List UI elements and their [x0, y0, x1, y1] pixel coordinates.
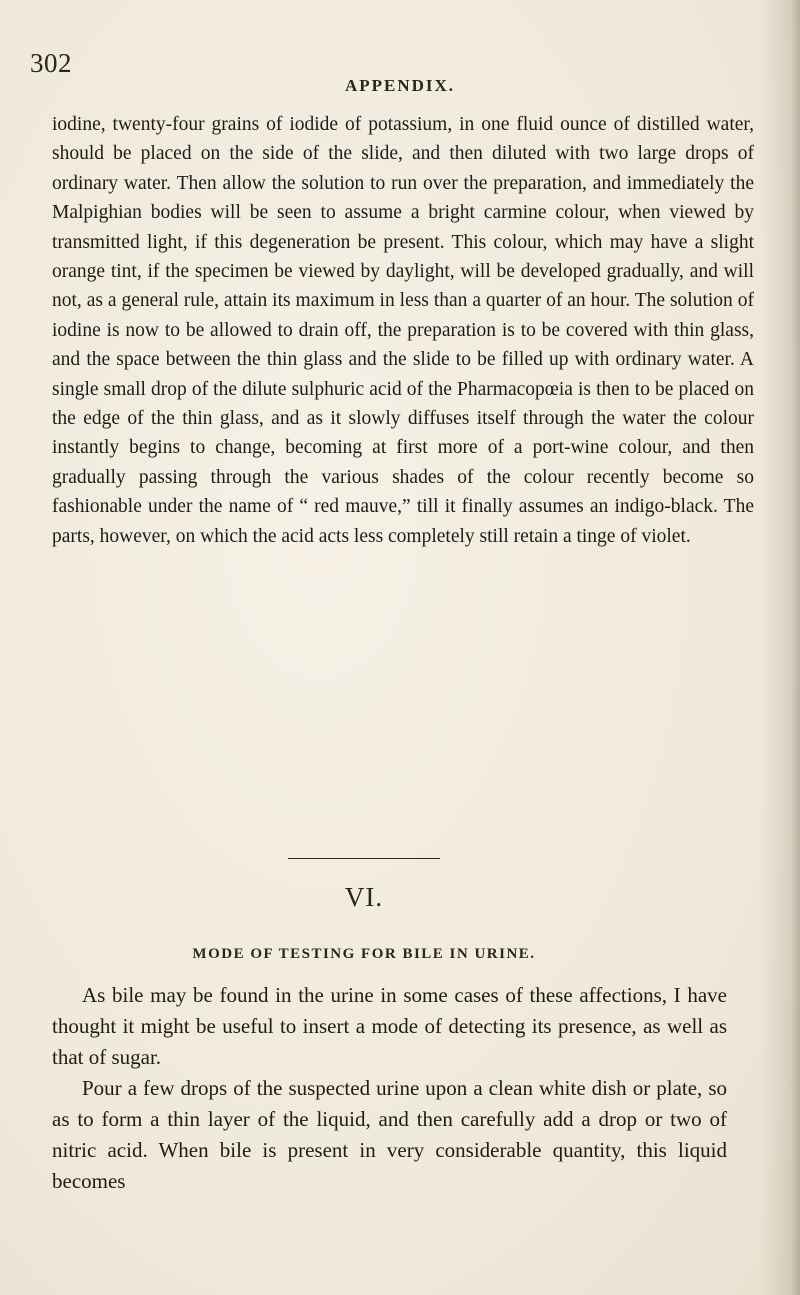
page-number: 302 — [30, 48, 72, 78]
section-body — [52, 980, 727, 1197]
paragraph: Pour a few drops of the suspected urine upon a clean white dish or plate, so as to form a thin layer of the liquid, and then carefully add a drop or two of nitric acid. When bile is present in very considerable quantity, this liquid becomes — [52, 1076, 727, 1193]
paragraph: iodine, twenty-four grains of iodide of potassium, in one fluid ounce of distilled water, should be placed on the side of the slide, and then diluted with two large drops of ordinary water. Then allow the solution to run over the preparation, and immediately the Malpighian bodies will be seen to assume a bright carmine colour, when viewed by transmitted light, if this degeneration be present. This colour, which may have a slight orange tint, if the specimen be viewed by daylight, will be developed gradually, and will not, as a general rule, attain its maximum in less than a quarter of an hour. The solution of iodine is now to be allowed to drain off, the preparation is to be covered with thin glass, and the space between the thin glass and the slide to be filled up with ordinary water. A single small drop of the dilute sulphuric acid of the Pharmacopœia is then to be placed on the edge of the thin glass, and as it slowly diffuses itself through the water the colour instantly begins to change, becoming at first more of a port-wine colour, and then gradually passing through the various shades of the colour recently become so fashionable under the name of “ red mauve,” till it finally assumes an indigo-black. The parts, however, on which the acid acts less completely still retain a tinge of violet. — [52, 114, 754, 547]
paragraph: As bile may be found in the urine in some cases of these affections, I have thought it might be useful to insert a mode of detecting its presence, as well as that of sugar. — [52, 983, 727, 1069]
section-number: VI. — [344, 882, 384, 912]
section-title: MODE OF TESTING FOR BILE IN URINE. — [192, 946, 536, 962]
section-divider — [288, 858, 440, 859]
body-text-continued — [52, 110, 754, 551]
running-head: APPENDIX. — [344, 76, 456, 95]
